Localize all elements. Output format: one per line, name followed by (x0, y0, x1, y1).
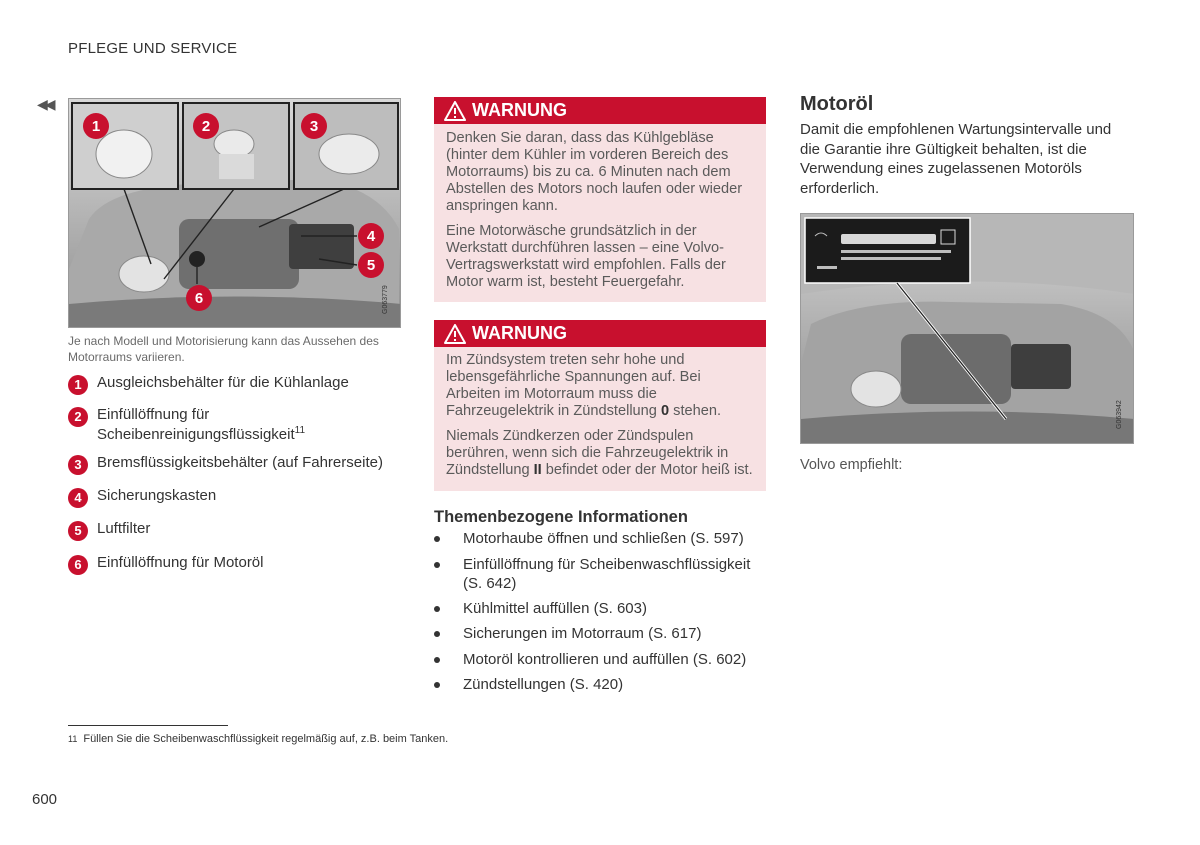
figure-caption: Je nach Modell und Motorisierung kann das Aussehen des Motorraums variieren. (68, 334, 379, 364)
figure-code: G063779 (382, 285, 389, 314)
warning-triangle-icon (444, 101, 466, 121)
related-link-text[interactable]: Sicherungen im Motorraum (S. 617) (463, 625, 702, 642)
related-link-text[interactable]: Kühlmittel auffüllen (S. 603) (463, 600, 647, 617)
legend-item (68, 553, 408, 575)
bullet-icon (434, 631, 440, 637)
legend-text: Einfüllöffnung für Scheibenreinigungsflüssigkeit (97, 406, 295, 443)
warning-box-ignition (434, 320, 766, 491)
legend-text: Bremsflüssigkeitsbehälter (auf Fahrerseite) (97, 454, 383, 471)
legend-number: 5 (68, 521, 88, 541)
svg-text:6: 6 (194, 290, 204, 307)
related-link-text[interactable]: Einfüllöffnung für Scheibenwaschflüssigkeit (S. 642) (463, 556, 751, 592)
callout-6 (186, 285, 212, 311)
oil-figure-caption: Volvo empfiehlt: (800, 457, 903, 473)
footnote (68, 733, 448, 745)
callout-4 (358, 223, 384, 249)
callout-5 (358, 252, 384, 278)
legend-text: Ausgleichsbehälter für die Kühlanlage (97, 374, 349, 391)
legend-text: Einfüllöffnung für Motoröl (97, 554, 264, 571)
warning-title: WARNUNG (472, 323, 567, 343)
related-info-heading: Themenbezogene Informationen (434, 508, 688, 526)
svg-text:2: 2 (201, 118, 211, 135)
legend-item (68, 519, 408, 541)
bullet-icon (434, 606, 440, 612)
legend-item (68, 486, 408, 508)
warning-text: Niemals Zündkerzen oder Zündspulen berühren, wenn sich die Fahrzeugelektrik in Zündstellung II befindet oder der Motor heiß ist. (446, 428, 753, 478)
warning-box-fan (434, 97, 766, 302)
legend-number: 4 (68, 488, 88, 508)
oil-spec-label (805, 218, 970, 283)
callout-2 (193, 113, 219, 139)
legend-number: 3 (68, 455, 88, 475)
callout-3 (301, 113, 327, 139)
related-link[interactable] (434, 650, 769, 670)
warning-header (434, 320, 766, 347)
warning-text: Im Zündsystem treten sehr hohe und lebensgefährliche Spannungen auf. Bei Arbeiten im Motorraum muss die Fahrzeugelektrik in Zündstellung 0 stehen. (446, 352, 722, 419)
bullet-icon (434, 682, 440, 688)
related-link[interactable] (434, 555, 769, 593)
oil-label-illustration (801, 214, 1134, 444)
related-link[interactable] (434, 675, 769, 695)
page-section-title: PFLEGE UND SERVICE (68, 40, 238, 57)
legend-item (68, 373, 408, 395)
footnote-ref[interactable]: 11 (294, 425, 306, 436)
oil-label-figure (800, 213, 1134, 444)
warning-text: Denken Sie daran, dass das Kühlgebläse (hinter dem Kühler im vorderen Bereich des Motorraums) bis zu ca. 6 Minuten nach dem Abstellen des Motors noch laufen oder wieder anspringen kann. (446, 130, 743, 214)
related-link-text[interactable]: Motorhaube öffnen und schließen (S. 597) (463, 530, 744, 547)
bullet-icon (434, 536, 440, 542)
page-number: 600 (32, 791, 58, 808)
legend-text: Luftfilter (97, 520, 151, 537)
legend-item (68, 453, 408, 475)
bullet-icon (434, 562, 440, 568)
warning-text: Eine Motorwäsche grundsätzlich in der Werkstatt durchführen lassen – eine Volvo-Vertragswerkstatt wird empfohlen. Falls der Motor warm ist, besteht Feuergefahr. (446, 223, 726, 290)
callout-1 (83, 113, 109, 139)
section-body-text: Damit die empfohlenen Wartungsintervalle und die Garantie ihre Gültigkeit behalten, ist die Verwendung eines zugelassenen Motoröls erforderlich. (800, 121, 1112, 197)
svg-text:5: 5 (366, 257, 376, 274)
engine-bay-illustration (69, 99, 401, 328)
legend-number: 6 (68, 555, 88, 575)
footnote-divider (68, 725, 228, 726)
warning-triangle-icon (444, 324, 466, 344)
related-link-text[interactable]: Motoröl kontrollieren und auffüllen (S. 602) (463, 651, 747, 668)
svg-text:4: 4 (366, 228, 376, 245)
warning-header (434, 97, 766, 124)
engine-bay-figure (68, 98, 401, 328)
related-link[interactable] (434, 529, 769, 549)
related-link[interactable] (434, 599, 769, 619)
footnote-text: Füllen Sie die Scheibenwaschflüssigkeit regelmäßig auf, z.B. beim Tanken. (83, 733, 449, 745)
svg-text:1: 1 (91, 118, 101, 135)
svg-text:3: 3 (309, 118, 319, 135)
related-link[interactable] (434, 624, 769, 644)
legend-item (68, 405, 408, 447)
legend-number: 2 (68, 407, 88, 427)
figure-code: G063942 (1116, 400, 1123, 429)
related-link-text[interactable]: Zündstellungen (S. 420) (463, 676, 624, 693)
footnote-number: 11 (68, 734, 78, 744)
double-chevron-left-icon[interactable]: ◀◀ (37, 96, 53, 112)
section-heading-motoroel: Motoröl (800, 93, 874, 115)
legend-number: 1 (68, 375, 88, 395)
bullet-icon (434, 657, 440, 663)
warning-title: WARNUNG (472, 100, 567, 120)
legend-text: Sicherungskasten (97, 487, 217, 504)
